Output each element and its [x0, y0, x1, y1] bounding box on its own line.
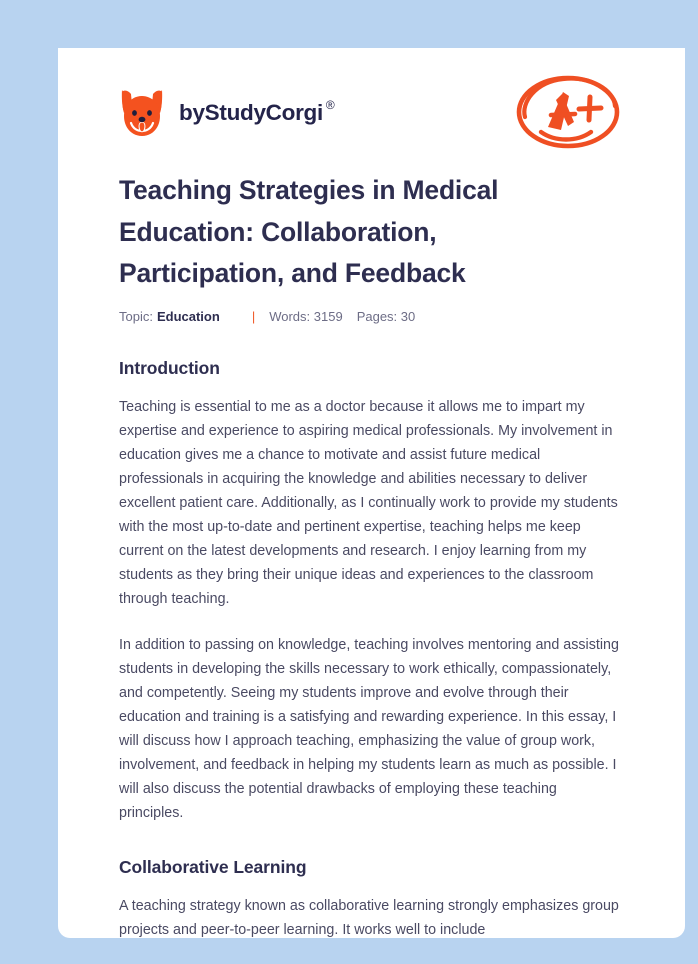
corgi-face-logo-icon — [119, 88, 165, 138]
brand-wordmark — [179, 100, 334, 126]
meta-words-value: 3159 — [313, 308, 343, 324]
brand-header — [119, 74, 625, 152]
card-content-area — [58, 48, 685, 938]
essay-paper-card — [58, 48, 685, 938]
meta-words-label: Words: — [269, 308, 311, 324]
meta-topic-value[interactable]: Education — [156, 308, 220, 324]
meta-topic — [119, 308, 220, 326]
brand-prefix: by — [179, 100, 205, 125]
section-heading-introduction: Introduction — [119, 357, 220, 378]
paragraph: A teaching strategy known as collaborative learning strongly emphasizes group projects and peer-to-peer learning. It works well to include — [119, 897, 619, 938]
brand-logo-group[interactable] — [119, 88, 334, 138]
meta-separator: | — [251, 308, 256, 324]
brand-name: StudyCorgi — [204, 100, 323, 125]
document-meta — [119, 308, 625, 326]
meta-pages — [357, 308, 416, 326]
paragraph: Teaching is essential to me as a doctor because it allows me to impart my expertise and experience to aspiring medical professionals. My involvement in education gives me a chance to motivate and assist future medical professionals in acquiring the knowledge and abilities necessary to deliver excellent patient care. Additionally, as I continually work to provide my students with the most up-to-date and pertinent expertise, teaching helps me keep current on the latest developments and research. I enjoy learning from my students as they bring their unique ideas and experiences to the classroom through teaching. — [119, 398, 618, 607]
a-plus-grade-badge-icon — [511, 70, 625, 156]
meta-words — [269, 308, 342, 326]
paragraph: In addition to passing on knowledge, teaching involves mentoring and assisting students in developing the skills necessary to work ethically, compassionately, and competently. Seeing my students improve and evolve through their education and training is a satisfying and rewarding experience. In this essay, I will discuss how I approach teaching, emphasizing the value of group work, involvement, and feedback in helping my students learn as much as possible. I will also discuss the potential drawbacks of employing these teaching principles. — [119, 636, 619, 821]
section-heading-collaborative-learning: Collaborative Learning — [119, 856, 307, 877]
meta-topic-label: Topic: — [119, 308, 153, 324]
page-title: Teaching Strategies in Medical Education: Collaboration, Participation, and Feedback — [119, 175, 499, 288]
meta-pages-value: 30 — [400, 308, 416, 324]
registered-trademark-icon: ® — [325, 98, 335, 112]
meta-pages-label: Pages: — [356, 308, 398, 324]
